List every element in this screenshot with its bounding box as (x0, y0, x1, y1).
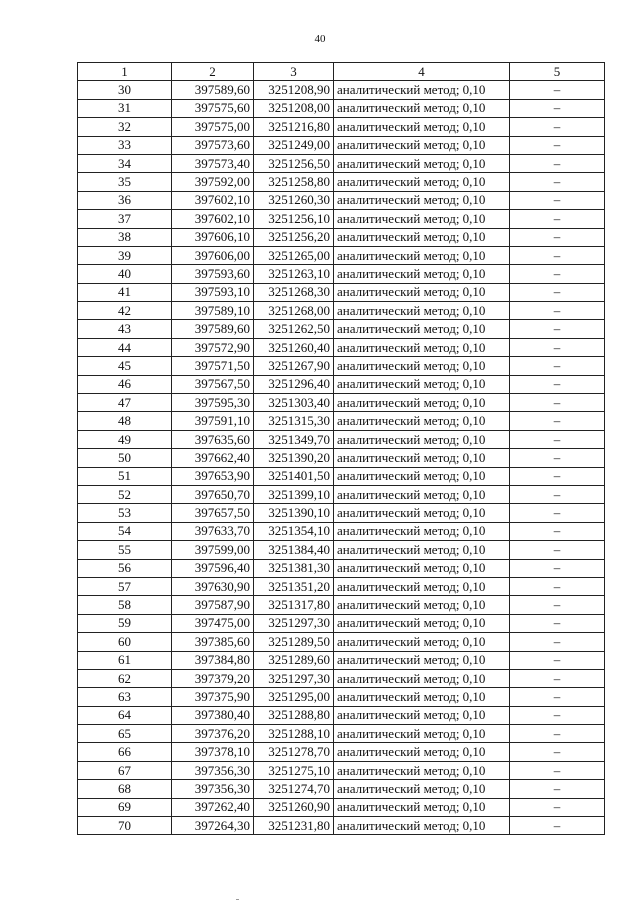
point-number-cell: 46 (78, 375, 172, 393)
column-header-2: 2 (172, 63, 254, 81)
table-row (78, 817, 605, 835)
point-number-cell: 32 (78, 118, 172, 136)
x-coordinate-cell: 397589,10 (172, 302, 254, 320)
y-coordinate-cell: 3251275,10 (254, 761, 334, 779)
y-coordinate-cell: 3251390,10 (254, 504, 334, 522)
y-coordinate-cell: 3251351,20 (254, 577, 334, 595)
x-coordinate-cell: 397589,60 (172, 320, 254, 338)
note-cell: – (510, 559, 605, 577)
note-cell: – (510, 706, 605, 724)
point-number-cell: 53 (78, 504, 172, 522)
table-row (78, 394, 605, 412)
y-coordinate-cell: 3251390,20 (254, 449, 334, 467)
x-coordinate-cell: 397662,40 (172, 449, 254, 467)
y-coordinate-cell: 3251289,60 (254, 651, 334, 669)
note-cell: – (510, 651, 605, 669)
method-accuracy-cell: аналитический метод; 0,10 (334, 210, 510, 228)
table-row (78, 338, 605, 356)
x-coordinate-cell: 397602,10 (172, 191, 254, 209)
y-coordinate-cell: 3251274,70 (254, 780, 334, 798)
x-coordinate-cell: 397575,00 (172, 118, 254, 136)
table-row (78, 265, 605, 283)
method-accuracy-cell: аналитический метод; 0,10 (334, 651, 510, 669)
point-number-cell: 56 (78, 559, 172, 577)
x-coordinate-cell: 397593,60 (172, 265, 254, 283)
point-number-cell: 37 (78, 210, 172, 228)
x-coordinate-cell: 397606,00 (172, 246, 254, 264)
table-row (78, 669, 605, 687)
method-accuracy-cell: аналитический метод; 0,10 (334, 522, 510, 540)
table-row (78, 283, 605, 301)
table-row (78, 375, 605, 393)
point-number-cell: 30 (78, 81, 172, 99)
note-cell: – (510, 522, 605, 540)
point-number-cell: 52 (78, 485, 172, 503)
point-number-cell: 45 (78, 357, 172, 375)
method-accuracy-cell: аналитический метод; 0,10 (334, 118, 510, 136)
y-coordinate-cell: 3251256,10 (254, 210, 334, 228)
note-cell: – (510, 154, 605, 172)
note-cell: – (510, 467, 605, 485)
table-row (78, 596, 605, 614)
x-coordinate-cell: 397593,10 (172, 283, 254, 301)
note-cell: – (510, 357, 605, 375)
point-number-cell: 31 (78, 99, 172, 117)
note-cell: – (510, 375, 605, 393)
y-coordinate-cell: 3251256,50 (254, 154, 334, 172)
point-number-cell: 43 (78, 320, 172, 338)
y-coordinate-cell: 3251381,30 (254, 559, 334, 577)
note-cell: – (510, 430, 605, 448)
table-row (78, 761, 605, 779)
y-coordinate-cell: 3251267,90 (254, 357, 334, 375)
note-cell: – (510, 596, 605, 614)
y-coordinate-cell: 3251349,70 (254, 430, 334, 448)
x-coordinate-cell: 397592,00 (172, 173, 254, 191)
note-cell: – (510, 412, 605, 430)
point-number-cell: 64 (78, 706, 172, 724)
note-cell: – (510, 761, 605, 779)
x-coordinate-cell: 397384,80 (172, 651, 254, 669)
point-number-cell: 63 (78, 688, 172, 706)
method-accuracy-cell: аналитический метод; 0,10 (334, 541, 510, 559)
note-cell: – (510, 541, 605, 559)
table-row (78, 633, 605, 651)
y-coordinate-cell: 3251262,50 (254, 320, 334, 338)
x-coordinate-cell: 397378,10 (172, 743, 254, 761)
point-number-cell: 50 (78, 449, 172, 467)
x-coordinate-cell: 397572,90 (172, 338, 254, 356)
x-coordinate-cell: 397264,30 (172, 817, 254, 835)
table-row (78, 725, 605, 743)
point-number-cell: 35 (78, 173, 172, 191)
note-cell: – (510, 173, 605, 191)
y-coordinate-cell: 3251208,90 (254, 81, 334, 99)
x-coordinate-cell: 397567,50 (172, 375, 254, 393)
coordinates-table (77, 62, 605, 835)
method-accuracy-cell: аналитический метод; 0,10 (334, 375, 510, 393)
x-coordinate-cell: 397599,00 (172, 541, 254, 559)
note-cell: – (510, 265, 605, 283)
x-coordinate-cell: 397376,20 (172, 725, 254, 743)
method-accuracy-cell: аналитический метод; 0,10 (334, 780, 510, 798)
table-row (78, 577, 605, 595)
note-cell: – (510, 81, 605, 99)
table-row (78, 467, 605, 485)
x-coordinate-cell: 397356,30 (172, 761, 254, 779)
x-coordinate-cell: 397262,40 (172, 798, 254, 816)
point-number-cell: 68 (78, 780, 172, 798)
note-cell: – (510, 118, 605, 136)
y-coordinate-cell: 3251260,30 (254, 191, 334, 209)
table-row (78, 522, 605, 540)
method-accuracy-cell: аналитический метод; 0,10 (334, 430, 510, 448)
x-coordinate-cell: 397575,60 (172, 99, 254, 117)
table-row (78, 798, 605, 816)
note-cell: – (510, 246, 605, 264)
point-number-cell: 66 (78, 743, 172, 761)
x-coordinate-cell: 397573,60 (172, 136, 254, 154)
method-accuracy-cell: аналитический метод; 0,10 (334, 467, 510, 485)
point-number-cell: 51 (78, 467, 172, 485)
method-accuracy-cell: аналитический метод; 0,10 (334, 596, 510, 614)
note-cell: – (510, 283, 605, 301)
y-coordinate-cell: 3251384,40 (254, 541, 334, 559)
point-number-cell: 44 (78, 338, 172, 356)
y-coordinate-cell: 3251216,80 (254, 118, 334, 136)
table-row (78, 118, 605, 136)
y-coordinate-cell: 3251288,10 (254, 725, 334, 743)
point-number-cell: 65 (78, 725, 172, 743)
method-accuracy-cell: аналитический метод; 0,10 (334, 798, 510, 816)
x-coordinate-cell: 397635,60 (172, 430, 254, 448)
y-coordinate-cell: 3251268,30 (254, 283, 334, 301)
method-accuracy-cell: аналитический метод; 0,10 (334, 136, 510, 154)
method-accuracy-cell: аналитический метод; 0,10 (334, 633, 510, 651)
method-accuracy-cell: аналитический метод; 0,10 (334, 246, 510, 264)
x-coordinate-cell: 397653,90 (172, 467, 254, 485)
point-number-cell: 61 (78, 651, 172, 669)
x-coordinate-cell: 397606,10 (172, 228, 254, 246)
y-coordinate-cell: 3251249,00 (254, 136, 334, 154)
point-number-cell: 47 (78, 394, 172, 412)
note-cell: – (510, 633, 605, 651)
method-accuracy-cell: аналитический метод; 0,10 (334, 283, 510, 301)
x-coordinate-cell: 397571,50 (172, 357, 254, 375)
x-coordinate-cell: 397379,20 (172, 669, 254, 687)
point-number-cell: 42 (78, 302, 172, 320)
point-number-cell: 36 (78, 191, 172, 209)
method-accuracy-cell: аналитический метод; 0,10 (334, 449, 510, 467)
y-coordinate-cell: 3251263,10 (254, 265, 334, 283)
note-cell: – (510, 669, 605, 687)
x-coordinate-cell: 397630,90 (172, 577, 254, 595)
point-number-cell: 40 (78, 265, 172, 283)
method-accuracy-cell: аналитический метод; 0,10 (334, 559, 510, 577)
note-cell: – (510, 614, 605, 632)
x-coordinate-cell: 397596,40 (172, 559, 254, 577)
y-coordinate-cell: 3251303,40 (254, 394, 334, 412)
point-number-cell: 57 (78, 577, 172, 595)
note-cell: – (510, 210, 605, 228)
column-header-3: 3 (254, 63, 334, 81)
y-coordinate-cell: 3251256,20 (254, 228, 334, 246)
method-accuracy-cell: аналитический метод; 0,10 (334, 394, 510, 412)
y-coordinate-cell: 3251265,00 (254, 246, 334, 264)
point-number-cell: 62 (78, 669, 172, 687)
method-accuracy-cell: аналитический метод; 0,10 (334, 191, 510, 209)
method-accuracy-cell: аналитический метод; 0,10 (334, 320, 510, 338)
y-coordinate-cell: 3251288,80 (254, 706, 334, 724)
table-row (78, 449, 605, 467)
x-coordinate-cell: 397475,00 (172, 614, 254, 632)
x-coordinate-cell: 397573,40 (172, 154, 254, 172)
method-accuracy-cell: аналитический метод; 0,10 (334, 614, 510, 632)
table-row (78, 430, 605, 448)
column-header-1: 1 (78, 63, 172, 81)
method-accuracy-cell: аналитический метод; 0,10 (334, 154, 510, 172)
method-accuracy-cell: аналитический метод; 0,10 (334, 338, 510, 356)
table-row (78, 651, 605, 669)
method-accuracy-cell: аналитический метод; 0,10 (334, 357, 510, 375)
table-row (78, 320, 605, 338)
table-row (78, 357, 605, 375)
method-accuracy-cell: аналитический метод; 0,10 (334, 173, 510, 191)
x-coordinate-cell: 397589,60 (172, 81, 254, 99)
x-coordinate-cell: 397591,10 (172, 412, 254, 430)
column-header-5: 5 (510, 63, 605, 81)
x-coordinate-cell: 397375,90 (172, 688, 254, 706)
x-coordinate-cell: 397633,70 (172, 522, 254, 540)
y-coordinate-cell: 3251315,30 (254, 412, 334, 430)
y-coordinate-cell: 3251258,80 (254, 173, 334, 191)
y-coordinate-cell: 3251260,90 (254, 798, 334, 816)
table-row (78, 559, 605, 577)
note-cell: – (510, 780, 605, 798)
x-coordinate-cell: 397587,90 (172, 596, 254, 614)
y-coordinate-cell: 3251208,00 (254, 99, 334, 117)
point-number-cell: 60 (78, 633, 172, 651)
page-number: 40 (314, 33, 326, 45)
method-accuracy-cell: аналитический метод; 0,10 (334, 81, 510, 99)
x-coordinate-cell: 397657,50 (172, 504, 254, 522)
table-row (78, 541, 605, 559)
note-cell: – (510, 338, 605, 356)
table-header-row (78, 63, 605, 81)
y-coordinate-cell: 3251295,00 (254, 688, 334, 706)
y-coordinate-cell: 3251297,30 (254, 669, 334, 687)
note-cell: – (510, 320, 605, 338)
table-row (78, 412, 605, 430)
y-coordinate-cell: 3251278,70 (254, 743, 334, 761)
x-coordinate-cell: 397356,30 (172, 780, 254, 798)
method-accuracy-cell: аналитический метод; 0,10 (334, 302, 510, 320)
y-coordinate-cell: 3251399,10 (254, 485, 334, 503)
y-coordinate-cell: 3251231,80 (254, 817, 334, 835)
point-number-cell: 38 (78, 228, 172, 246)
table-row (78, 191, 605, 209)
y-coordinate-cell: 3251296,40 (254, 375, 334, 393)
note-cell: – (510, 485, 605, 503)
note-cell: – (510, 504, 605, 522)
table-row (78, 99, 605, 117)
point-number-cell: 48 (78, 412, 172, 430)
point-number-cell: 59 (78, 614, 172, 632)
table-row (78, 688, 605, 706)
method-accuracy-cell: аналитический метод; 0,10 (334, 669, 510, 687)
method-accuracy-cell: аналитический метод; 0,10 (334, 412, 510, 430)
x-coordinate-cell: 397602,10 (172, 210, 254, 228)
table-row (78, 136, 605, 154)
x-coordinate-cell: 397385,60 (172, 633, 254, 651)
point-number-cell: 49 (78, 430, 172, 448)
y-coordinate-cell: 3251401,50 (254, 467, 334, 485)
note-cell: – (510, 191, 605, 209)
note-cell: – (510, 228, 605, 246)
table-body (78, 81, 605, 835)
note-cell: – (510, 136, 605, 154)
y-coordinate-cell: 3251317,80 (254, 596, 334, 614)
x-coordinate-cell: 397595,30 (172, 394, 254, 412)
scan-mark (236, 899, 239, 900)
y-coordinate-cell: 3251260,40 (254, 338, 334, 356)
method-accuracy-cell: аналитический метод; 0,10 (334, 504, 510, 522)
note-cell: – (510, 688, 605, 706)
note-cell: – (510, 99, 605, 117)
note-cell: – (510, 449, 605, 467)
point-number-cell: 55 (78, 541, 172, 559)
method-accuracy-cell: аналитический метод; 0,10 (334, 99, 510, 117)
method-accuracy-cell: аналитический метод; 0,10 (334, 817, 510, 835)
table-row (78, 706, 605, 724)
note-cell: – (510, 817, 605, 835)
point-number-cell: 54 (78, 522, 172, 540)
point-number-cell: 70 (78, 817, 172, 835)
note-cell: – (510, 302, 605, 320)
table-row (78, 504, 605, 522)
table-row (78, 246, 605, 264)
y-coordinate-cell: 3251268,00 (254, 302, 334, 320)
note-cell: – (510, 743, 605, 761)
method-accuracy-cell: аналитический метод; 0,10 (334, 228, 510, 246)
x-coordinate-cell: 397650,70 (172, 485, 254, 503)
point-number-cell: 69 (78, 798, 172, 816)
point-number-cell: 33 (78, 136, 172, 154)
method-accuracy-cell: аналитический метод; 0,10 (334, 265, 510, 283)
table-row (78, 743, 605, 761)
y-coordinate-cell: 3251354,10 (254, 522, 334, 540)
method-accuracy-cell: аналитический метод; 0,10 (334, 761, 510, 779)
table-row (78, 780, 605, 798)
table-row (78, 485, 605, 503)
note-cell: – (510, 725, 605, 743)
point-number-cell: 39 (78, 246, 172, 264)
note-cell: – (510, 798, 605, 816)
method-accuracy-cell: аналитический метод; 0,10 (334, 688, 510, 706)
method-accuracy-cell: аналитический метод; 0,10 (334, 743, 510, 761)
method-accuracy-cell: аналитический метод; 0,10 (334, 577, 510, 595)
table-row (78, 614, 605, 632)
table-row (78, 154, 605, 172)
method-accuracy-cell: аналитический метод; 0,10 (334, 485, 510, 503)
method-accuracy-cell: аналитический метод; 0,10 (334, 725, 510, 743)
point-number-cell: 67 (78, 761, 172, 779)
point-number-cell: 58 (78, 596, 172, 614)
column-header-4: 4 (334, 63, 510, 81)
point-number-cell: 34 (78, 154, 172, 172)
y-coordinate-cell: 3251289,50 (254, 633, 334, 651)
table-row (78, 228, 605, 246)
table-row (78, 173, 605, 191)
table-row (78, 210, 605, 228)
point-number-cell: 41 (78, 283, 172, 301)
table-row (78, 302, 605, 320)
x-coordinate-cell: 397380,40 (172, 706, 254, 724)
y-coordinate-cell: 3251297,30 (254, 614, 334, 632)
note-cell: – (510, 394, 605, 412)
table-row (78, 81, 605, 99)
note-cell: – (510, 577, 605, 595)
method-accuracy-cell: аналитический метод; 0,10 (334, 706, 510, 724)
